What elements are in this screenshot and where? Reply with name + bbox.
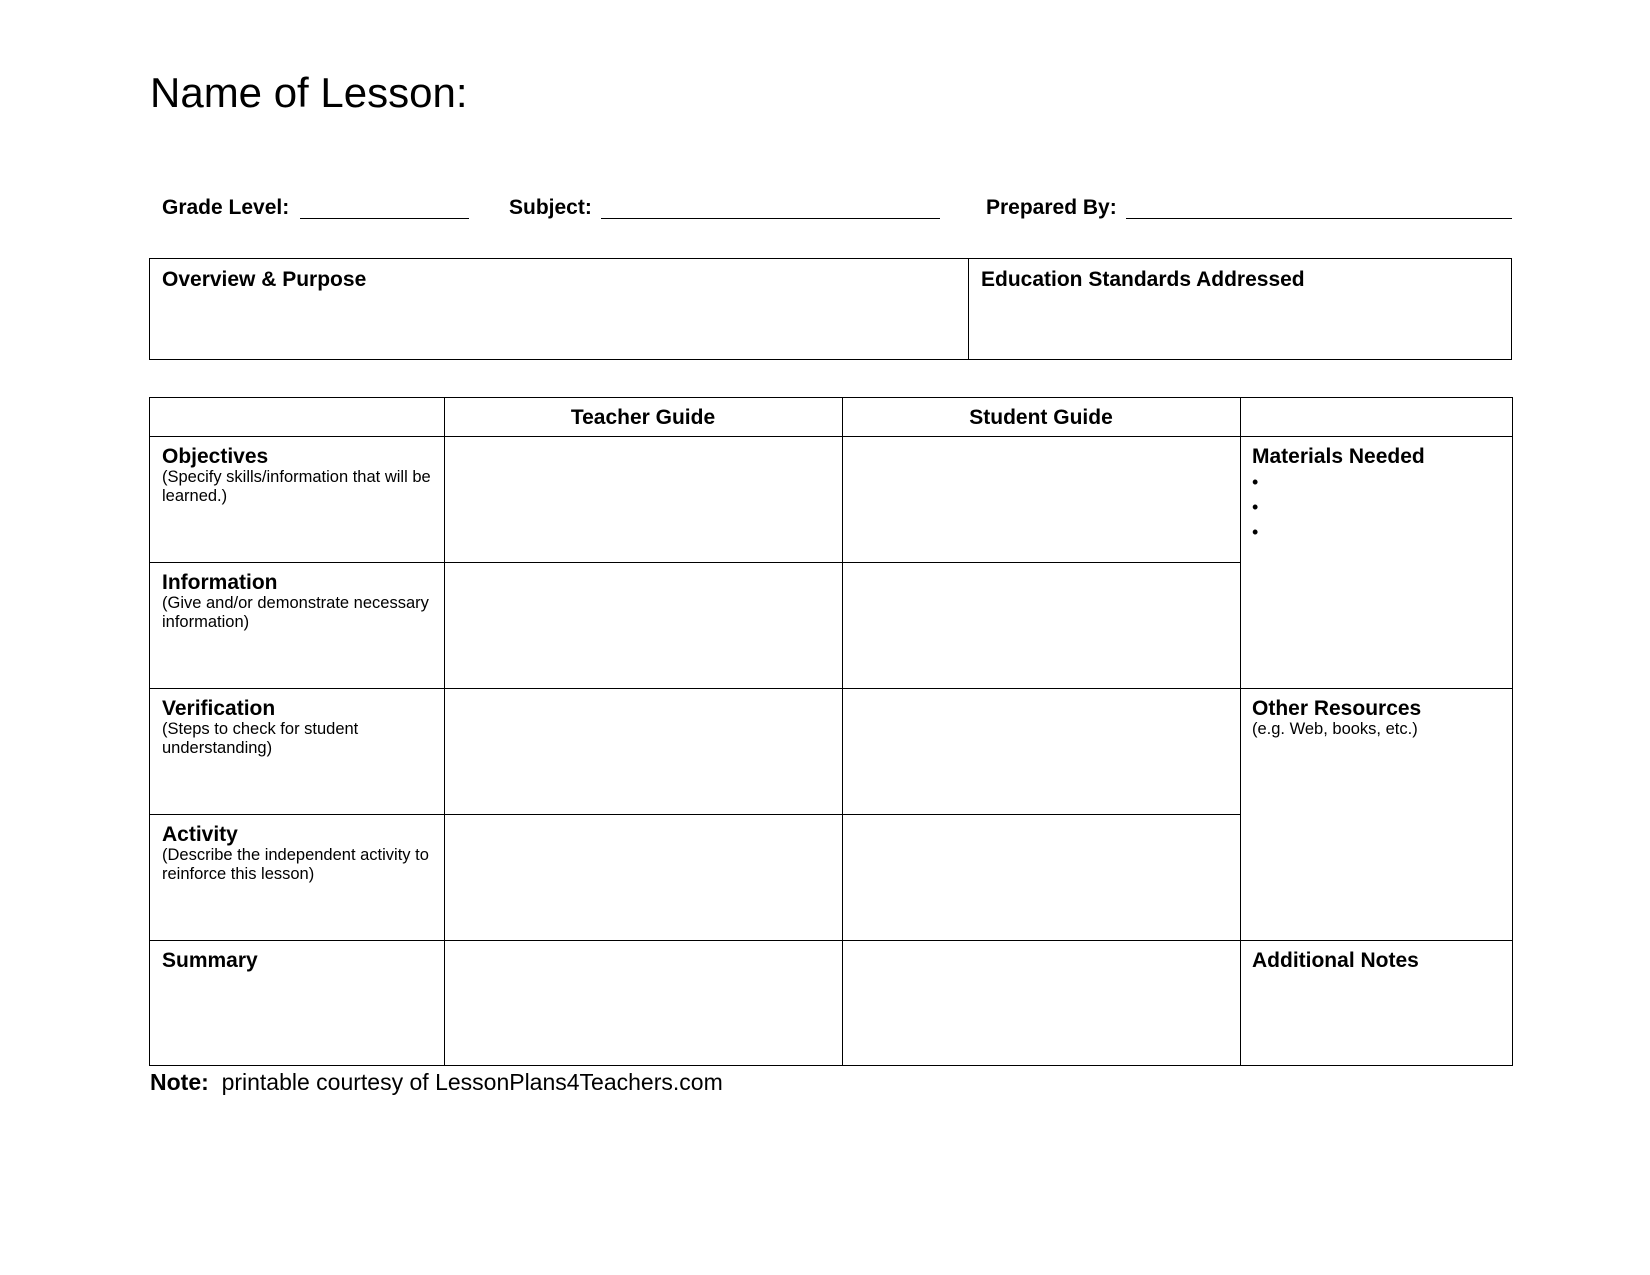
lesson-title: Name of Lesson: [150,69,468,116]
row-information-title: Information [162,571,278,594]
grid-hline-header [150,436,1512,437]
row-activity-desc: (Describe the independent activity to reinforce this lesson) [162,846,429,884]
grid-vline-3 [1240,398,1241,1065]
row-information-desc: (Give and/or demonstrate necessary information) [162,594,429,632]
activity-teacher-cell[interactable] [446,816,840,939]
materials-bullet-2: • [1252,497,1259,518]
teacher-guide-header: Teacher Guide [570,406,716,429]
grid-vline-1 [444,398,445,1065]
row-objectives-title: Objectives [162,445,269,468]
grid-vline-2 [842,398,843,1065]
objectives-student-cell[interactable] [844,438,1238,561]
footer-note-text: printable courtesy of LessonPlans4Teachers.com [221,1069,723,1095]
materials-needed-cell[interactable] [1252,446,1507,545]
activity-student-cell[interactable] [844,816,1238,939]
student-guide-header: Student Guide [969,406,1113,429]
materials-needed-title: Materials Needed [1252,445,1425,468]
additional-notes-cell[interactable] [1252,950,1507,972]
row-activity-title: Activity [162,823,238,846]
verification-student-cell[interactable] [844,690,1238,813]
grid-hline-4 [150,940,1512,941]
lesson-grid [149,397,1513,1066]
education-standards-label: Education Standards Addressed [981,268,1305,291]
additional-notes-title: Additional Notes [1252,949,1419,972]
overview-purpose-label: Overview & Purpose [162,268,367,291]
row-summary-label-cell [162,950,437,972]
other-resources-desc: (e.g. Web, books, etc.) [1252,720,1418,739]
summary-student-cell[interactable] [844,942,1238,1064]
grid-hline-3 [150,814,1240,815]
overview-table [149,258,1512,360]
other-resources-title: Other Resources [1252,697,1422,720]
verification-teacher-cell[interactable] [446,690,840,813]
summary-teacher-cell[interactable] [446,942,840,1064]
information-student-cell[interactable] [844,564,1238,687]
row-information-label-cell [162,572,437,632]
grade-level-label: Grade Level: [162,196,290,219]
row-objectives-desc: (Specify skills/information that will be learned.) [162,468,431,506]
prepared-by-label: Prepared By: [986,196,1117,219]
subject-field[interactable] [601,218,940,219]
row-objectives-label-cell [162,446,437,506]
row-summary-title: Summary [162,949,258,972]
materials-bullet-3: • [1252,522,1259,543]
other-resources-cell[interactable] [1252,698,1507,739]
information-teacher-cell[interactable] [446,564,840,687]
row-verification-desc: (Steps to check for student understanding) [162,720,359,758]
grid-hline-2 [150,688,1512,689]
footer-note-label: Note: [150,1069,209,1095]
grid-hline-1 [150,562,1240,563]
grade-level-field[interactable] [300,218,469,219]
materials-bullet-1: • [1252,472,1259,493]
education-standards-cell[interactable] [969,259,1511,359]
prepared-by-field[interactable] [1126,218,1512,219]
subject-label: Subject: [509,196,592,219]
footer-note [150,1071,723,1094]
row-verification-label-cell [162,698,437,758]
row-verification-title: Verification [162,697,276,720]
overview-purpose-cell[interactable] [150,259,968,359]
objectives-teacher-cell[interactable] [446,438,840,561]
row-activity-label-cell [162,824,437,884]
